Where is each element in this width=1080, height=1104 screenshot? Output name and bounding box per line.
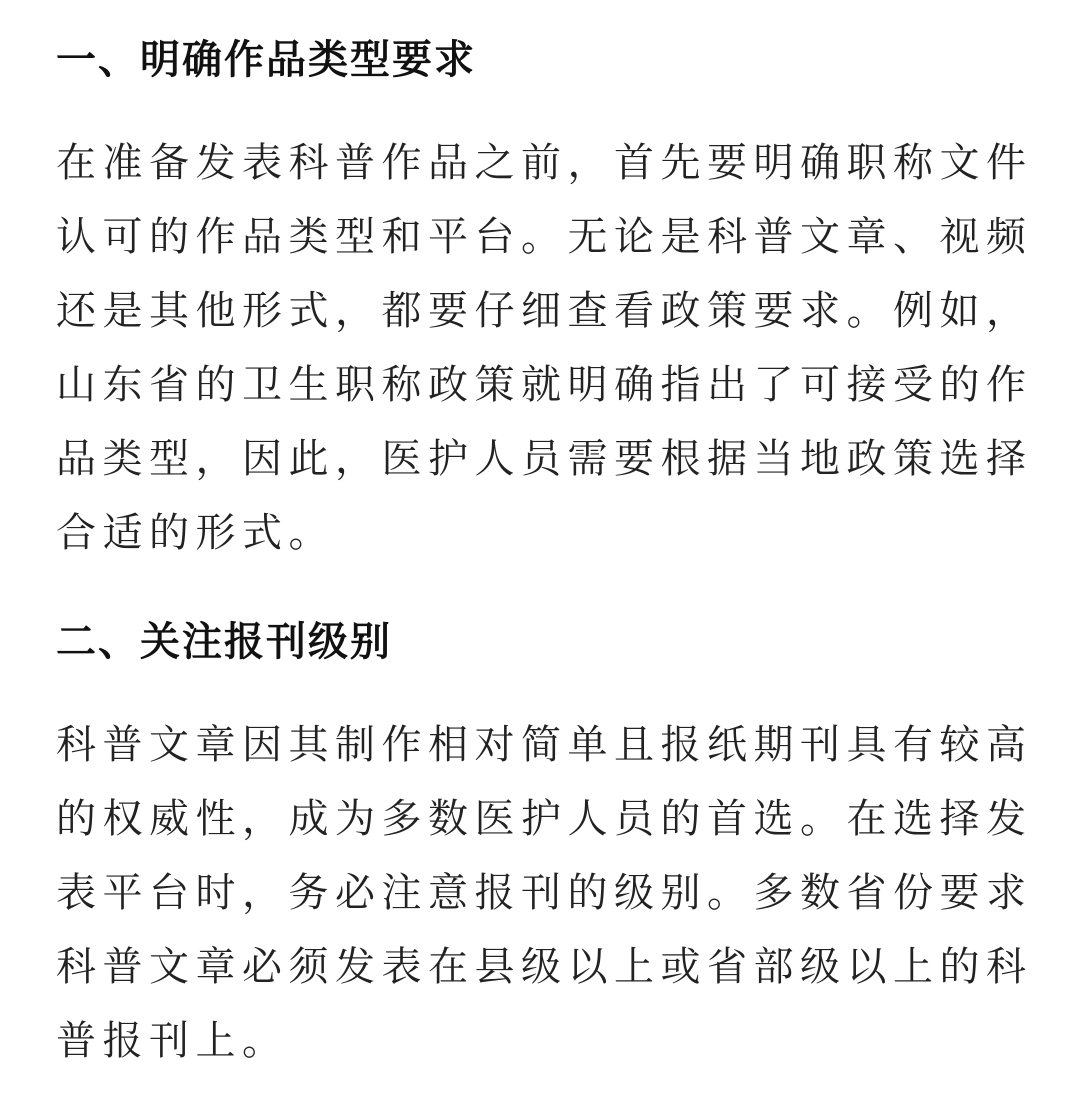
paragraph-line: 科普文章因其制作相对简单且报纸期刊具有较高 xyxy=(56,722,1033,768)
paragraph-line: 科普文章必须发表在县级以上或省部级以上的科 xyxy=(56,944,1033,990)
section-heading: 二、关注报刊级别 xyxy=(56,619,392,665)
paragraph-line: 品类型，因此，医护人员需要根据当地政策选择 xyxy=(56,436,1033,482)
paragraph-line: 合适的形式。 xyxy=(56,510,335,556)
paragraph-line: 在准备发表科普作品之前，首先要明确职称文件 xyxy=(56,140,1033,186)
section-paragraph xyxy=(56,708,1036,1078)
section-paragraph xyxy=(56,126,1036,570)
paragraph-line: 普报刊上。 xyxy=(56,1018,289,1064)
section-heading: 一、明确作品类型要求 xyxy=(56,37,476,83)
paragraph-line: 表平台时，务必注意报刊的级别。多数省份要求 xyxy=(56,870,1033,916)
paragraph-line: 认可的作品类型和平台。无论是科普文章、视频 xyxy=(56,214,1033,260)
paragraph-line: 还是其他形式，都要仔细查看政策要求。例如， xyxy=(56,288,1033,334)
paragraph-line: 山东省的卫生职称政策就明确指出了可接受的作 xyxy=(56,362,1033,408)
paragraph-line: 的权威性，成为多数医护人员的首选。在选择发 xyxy=(56,796,1033,842)
